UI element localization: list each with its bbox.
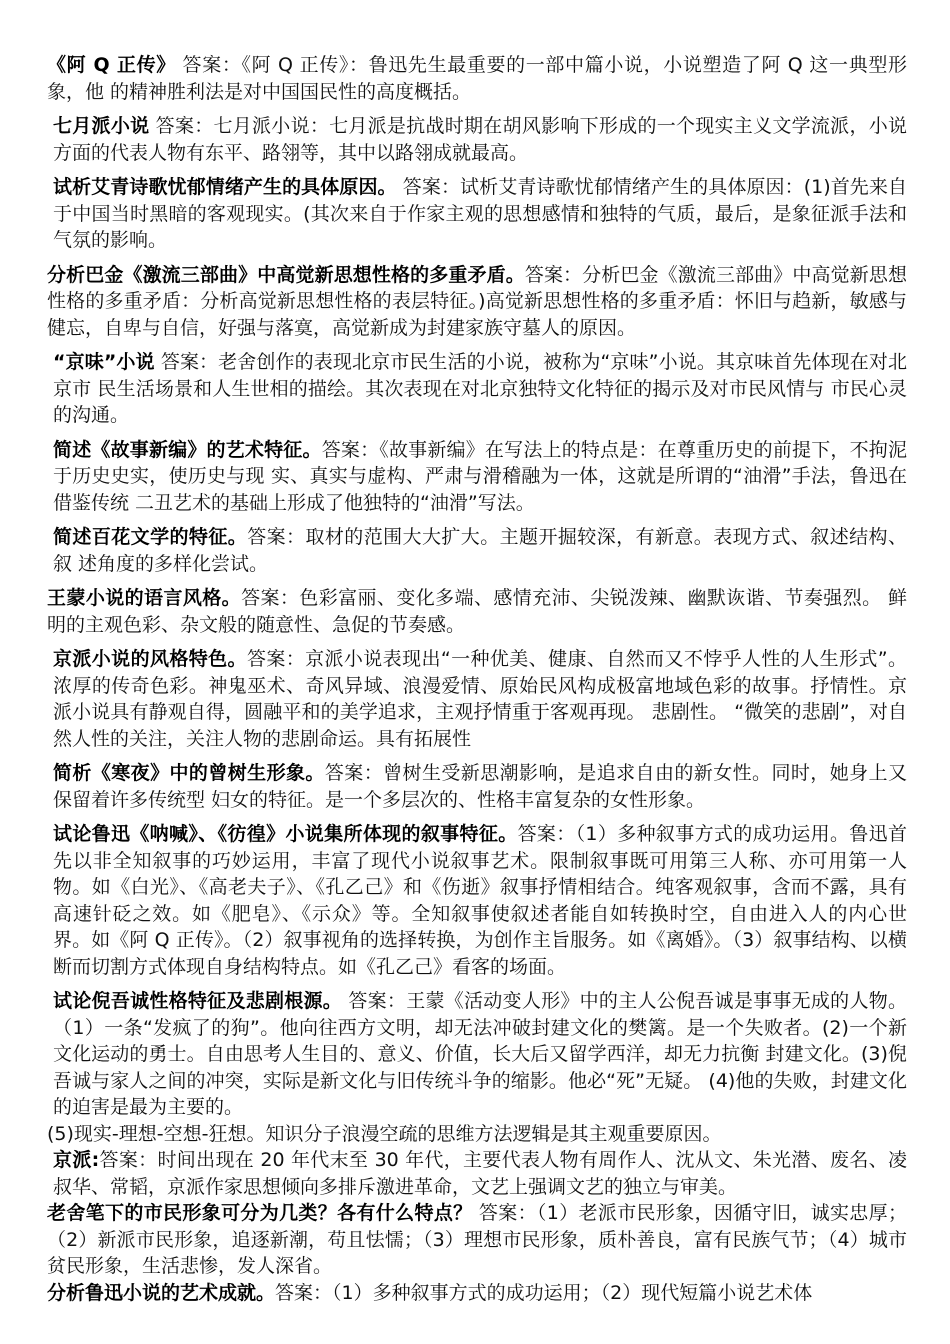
- entry-aiqing: [47, 174, 907, 254]
- entry-answer: 答案：《阿 Q 正传》：鲁迅先生最重要的一部中篇小说，小说塑造了阿 Q 这一典型形象，他 的精神胜利法是对中国国民性的高度概括。: [47, 54, 907, 103]
- entry-answer: 答案：老舍创作的表现北京市民生活的小说，被称为“京味”小说。其京味首先体现在对北京市 民生活场景和人生世相的描绘。其次表现在对北京独特文化特征的揭示及对市民风情与 市民心灵的沟通。: [53, 351, 907, 426]
- entry-answer: 答案：王蒙《活动变人形》中的主人公倪吾诚是事事无成的人物。（1）一条“发疯了的狗”。他向往西方文明，却无法冲破封建文化的樊篱。是一个失败者。(2)一个新文化运动的勇士。自由思考人生目的、意义、价值，长大后又留学西洋，却无力抗衡 封建文化。(3)倪吾诚与家人之间的冲突，实际是新文化与旧传统斗争的缩影。他必“死”无疑。 (4)他的失败，封建文化的迫害是最为主要的。: [53, 990, 907, 1118]
- entry-hanye: [47, 760, 907, 813]
- entry-question: 试论鲁迅《呐喊》、《彷徨》小说集所体现的叙事特征。: [53, 823, 518, 845]
- entry-ni-wucheng-continued: [47, 1121, 907, 1148]
- entry-a-q-zhengzhuan: [47, 52, 907, 105]
- entry-qiyuepai: [47, 113, 907, 166]
- entry-answer: 答案：京派小说表现出“一种优美、健康、自然而又不悖乎人性的人生形式”。浓厚的传奇色彩。神鬼巫术、奇风异域、浪漫爱情、原始民风构成极富地域色彩的故事。抒情性。京派小说具有静观自得，圆融平和的美学追求，主观抒情重于客观再现。 悲剧性。 “微笑的悲剧”，对自然人性的关注，关注人物的悲剧命运。具有拓展性: [53, 648, 907, 750]
- entry-luxun-yishu: [47, 1280, 907, 1307]
- entry-question: 七月派小说: [53, 115, 150, 137]
- entry-question: 老舍笔下的市民形象可分为几类？各有什么特点？: [47, 1202, 473, 1224]
- entry-answer: 答案：《故事新编》在写法上的特点是：在尊重历史的前提下，不拘泥于历史史实，使历史与现 实、真实与虚构、严肃与滑稽融为一体，这就是所谓的“油滑”手法，鲁迅在借鉴传统 二丑艺术的基础上形成了他独特的“油滑”写法。: [53, 438, 907, 514]
- entry-jingwei: [47, 349, 907, 429]
- entry-question: 《阿 Q 正传》: [47, 54, 176, 76]
- entry-answer: 答案：（1）多种叙事方式的成功运用；（2）现代短篇小说艺术体: [275, 1281, 813, 1304]
- entry-gushi-xinbian: [47, 437, 907, 517]
- entry-question: 试论倪吾诚性格特征及悲剧根源。: [53, 990, 343, 1012]
- entry-answer: 答案：色彩富丽、变化多端、感情充沛、尖锐泼辣、幽默诙谐、节奏强烈。 鲜明的主观色彩、杂文般的随意性、急促的节奏感。: [47, 587, 907, 636]
- entry-nahan-panghuang: [47, 821, 907, 980]
- entry-laoshe-shimin: [47, 1200, 907, 1280]
- entry-jingpai-fengge: [47, 646, 907, 752]
- entry-answer: 答案：曾树生受新思潮影响，是追求自由的新女性。同时，她身上又保留着许多传统型 妇女的特征。是一个多层次的、性格丰富复杂的女性形象。: [53, 762, 907, 811]
- entry-answer: 答案：（1）多种叙事方式的成功运用。鲁迅首先以非全知叙事的巧妙运用，丰富了现代小说叙事艺术。限制叙事既可用第三人称、亦可用第一人物。如《白光》、《高老夫子》、《孔乙己》和《伤逝》叙事抒情相结合。纯客观叙事，含而不露，具有高速针砭之效。如《肥皂》、《示众》等。全知叙事使叙述者能自如转换时空，自由进入人的内心世界。如《阿 Q 正传》。（2）叙事视角的选择转换，为创作主旨服务。如《离婚》。（3）叙事结构、以横断而切割方式体现自身结构特点。如《孔乙己》看客的场面。: [53, 823, 907, 978]
- document-page: [47, 52, 907, 1306]
- entry-question: 分析鲁迅小说的艺术成就。: [47, 1281, 276, 1304]
- entry-answer: 答案：（1）老派市民形象，因循守旧，诚实忠厚；（2）新派市民形象，追逐新潮，苟且怯懦；（3）理想市民形象，质朴善良，富有民族气节；（4）城市贫民形象，生活悲惨，发人深省。: [47, 1202, 907, 1277]
- entry-bajin-jiliu: [47, 262, 907, 342]
- entry-question: 简述百花文学的特征。: [53, 526, 248, 548]
- entry-ni-wucheng: [47, 988, 907, 1121]
- entry-question: 简析《寒夜》中的曾树生形象。: [53, 762, 325, 784]
- entry-answer: 答案：取材的范围大大扩大。主题开掘较深，有新意。表现方式、叙述结构、叙 述角度的多样化尝试。: [53, 526, 907, 575]
- entry-question: 京派小说的风格特色。: [53, 648, 247, 670]
- entry-question: “京味”小说: [53, 351, 155, 373]
- entry-question: 王蒙小说的语言风格。: [47, 587, 242, 609]
- entry-answer: 答案：七月派小说：七月派是抗战时期在胡风影响下形成的一个现实主义文学流派，小说 方面的代表人物有东平、路翎等，其中以路翎成就最高。: [53, 115, 907, 164]
- entry-answer: 答案：分析巴金《激流三部曲》中高觉新思想性格的多重矛盾：分析高觉新思想性格的表层特征。)高觉新思想性格的多重矛盾：怀旧与趋新，敏感与健忘，自卑与自信，好强与落寞，高觉新成为封建家族守墓人的原因。: [47, 263, 907, 339]
- entry-wangmeng-yuyan: [47, 585, 907, 638]
- entry-baihua: [47, 524, 907, 577]
- entry-question: 分析巴金《激流三部曲》中高觉新思想性格的多重矛盾。: [47, 263, 525, 286]
- entry-answer: (5)现实-理想-空想-狂想。知识分子浪漫空疏的思维方法逻辑是其主观重要原因。: [47, 1122, 722, 1145]
- entry-answer: 答案：时间出现在 20 年代末至 30 年代，主要代表人物有周作人、沈从文、朱光潜、废名、凌叔华、常韬，京派作家思想倾向多排斥激进革命，文艺上强调文艺的独立与审美。: [53, 1149, 907, 1198]
- entry-jingpai: [47, 1147, 907, 1200]
- entry-question: 简述《故事新编》的艺术特征。: [53, 438, 322, 461]
- entry-question: 京派:: [53, 1149, 100, 1171]
- entry-question: 试析艾青诗歌忧郁情绪产生的具体原因。: [53, 176, 397, 198]
- entry-answer: 答案：试析艾青诗歌忧郁情绪产生的具体原因：(1)首先来自于中国当时黑暗的客观现实。(其次来自于作家主观的思想感情和独特的气质，最后，是象征派手法和气氛的影响。: [53, 176, 907, 251]
